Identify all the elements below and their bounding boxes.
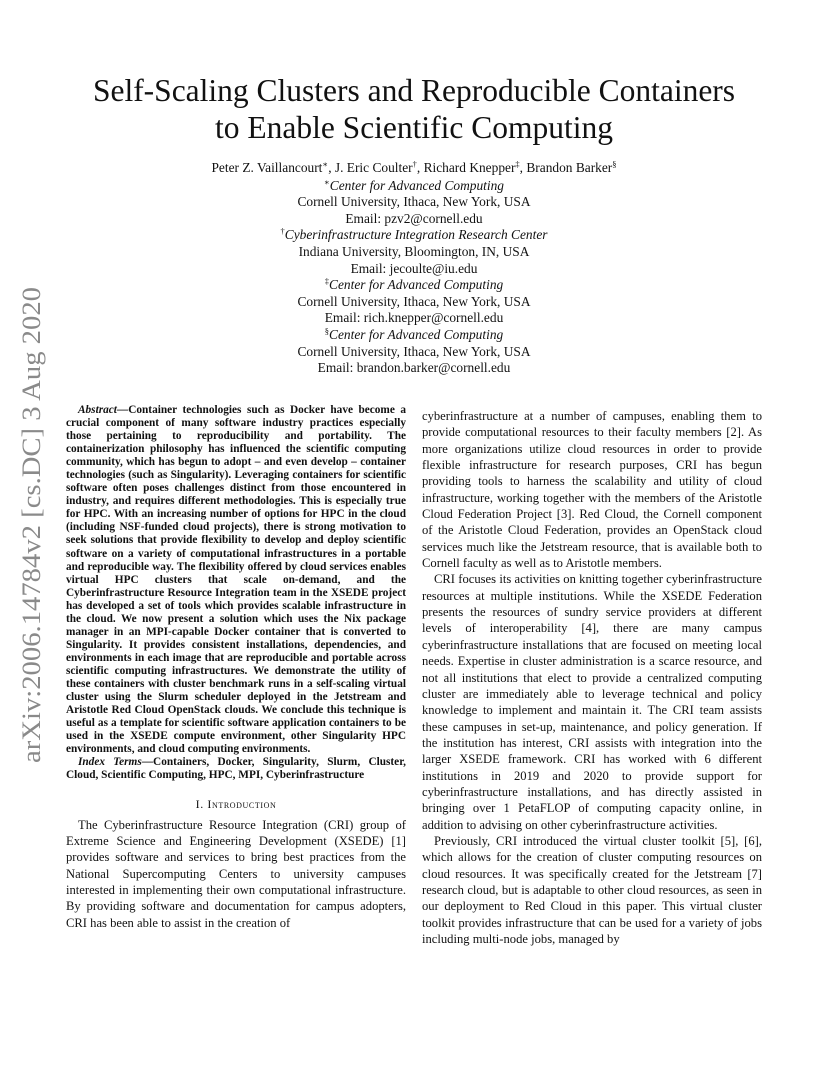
title-line-1: Self-Scaling Clusters and Reproducible Containers (92, 73, 736, 108)
index-terms-label: Index Terms (78, 756, 142, 769)
affiliation-mark: ‡ (324, 276, 330, 287)
body-paragraph: cyberinfrastructure at a number of campuses, enabling them to provide computational resources to their faculty members [2]. As more organizations utilize cloud resources in order to provide flexible infrastructure for research purposes, CRI has begun providing tools to harness the scalability and utility of cloud infrastructure, working together with the members of the Aristotle Cloud Federation Project [3]. Red Cloud, the Cornell component of the Aristotle Cloud Federation, provides an OpenStack cloud services much like the Jetstream resource, that is available both to Cornell faculty as well as to Aristotle members. (422, 409, 762, 571)
affiliation-mark: § (324, 325, 330, 336)
abstract (66, 404, 406, 756)
paper-title (60, 72, 768, 146)
affiliation-center (60, 327, 768, 344)
affiliation-email: Email: rich.knepper@cornell.edu (324, 310, 504, 326)
affiliation-center-name: Center for Advanced Computing (329, 326, 504, 342)
author-name: Brandon Barker (526, 160, 613, 175)
author-block (60, 160, 768, 377)
body-paragraph: CRI focuses its activities on knitting together cyberinfrastructure resources at multiple institutions. While the XSEDE Federation presents the resources of sundry service providers at different levels of interoperability [4], there are many campus cyberinfrastructure installations that are focused on meeting local needs. Expertise in cluster administration is a scarce resource, and not all institutions that elect to provide a centralized computing cluster are immediately able to leverage technical and policy knowledge to implement and maintain it. The CRI team assists these campuses in set-up, maintenance, and policy generation. If the institution has interest, CRI assists with integration into the larger XSEDE framework. CRI has worked with 6 different institutions in 2019 and 2020 to provide support for cyberinfrastructure installations, and has directly assisted in bringing over 1 PetaFLOP of computing capacity online, in addition to advising on other cyberinfrastructure activities. (422, 572, 762, 832)
left-column (66, 404, 406, 931)
affiliation-center (60, 227, 768, 244)
author-mark: ‡ (515, 159, 520, 169)
affiliation-address: Cornell University, Ithaca, New York, USA (297, 293, 531, 309)
author-mark: § (612, 159, 617, 169)
affiliation-mark: ∗ (324, 176, 330, 187)
affiliation-center-name: Cyberinfrastructure Integration Research Center (284, 227, 548, 243)
abstract-label: Abstract (78, 404, 117, 416)
body-paragraph: Previously, CRI introduced the virtual cluster toolkit [5], [6], which allows for the creation of cluster computing resources on cloud resources. It was specifically created for the Jetstream [7] research cloud, but is adaptable to other cloud resources, as seen in our deployment to Red Cloud in this paper. This virtual cluster toolkit provides infrastructure that can be used for a variety of jobs including multi-node jobs, managed by (422, 833, 762, 946)
affiliation-center-name: Center for Advanced Computing (329, 277, 504, 293)
affiliation-address: Cornell University, Ithaca, New York, USA (297, 343, 531, 359)
arxiv-identifier-text: arXiv:2006.14784v2 [cs.DC] 3 Aug 2020 (17, 331, 46, 763)
author-name: J. Eric Coulter (334, 160, 413, 175)
author-mark: ∗ (322, 159, 329, 169)
affiliation-center (60, 178, 768, 195)
affiliation-address: Indiana University, Bloomington, IN, USA (298, 243, 530, 259)
index-terms-text: —Containers, Docker, Singularity, Slurm, Cluster, Cloud, Scientific Computing, HPC, MPI, Cyberinfrastructure (66, 756, 406, 782)
right-column (422, 408, 762, 947)
affiliation-email: Email: jecoulte@iu.edu (350, 260, 478, 276)
affiliation-address: Cornell University, Ithaca, New York, USA (297, 194, 531, 210)
affiliation-center-name: Center for Advanced Computing (329, 177, 504, 193)
section-heading: I. Introduction (195, 797, 277, 812)
author-names-line: Peter Z. Vaillancourt∗, J. Eric Coulter†, Richard Knepper‡, Brandon Barker§ (211, 159, 617, 175)
author-name: Peter Z. Vaillancourt (211, 160, 323, 175)
intro-paragraph: The Cyberinfrastructure Resource Integration (CRI) group of Extreme Science and Engineering Development (XSEDE) [1] provides software and services to bring best practices from the National Supercomputing Centers to university campuses interested in implementing their own computational infrastructure. By providing software and documentation for campus adopters, CRI has been able to assist in the creation of (66, 817, 406, 930)
index-terms (66, 756, 406, 782)
abstract-text: —Container technologies such as Docker have become a crucial component of many software industry practices especially those pertaining to reproducibility and portability. The containerization philosophy has influenced the scientific computing community, which has begun to adopt – and even develop – container technologies (such as Singularity). Leveraging containers for scientific software often poses challenges distinct from those encountered in industry, and requires different methodologies. This is especially true for HPC. With an increasing number of options for HPC in the cloud (including NSF-funded cloud projects), there is strong motivation to seek solutions that provide flexibility to develop and deploy scientific software on a variety of computational infrastructures in a portable and reproducible way. The flexibility offered by cloud services enables virtual HPC clusters that scale on-demand, and the Cyberinfrastructure Resource Integration team in the XSEDE project has developed a set of tools which provides scalable infrastructure in the cloud. We now present a solution which uses the Nix package manager in an MPI-capable Docker container that is converted to Singularity. It provides consistent installations, dependencies, and environments in each image that are reproducible and portable across scientific computing infrastructures. We demonstrate the utility of these containers with cluster benchmark runs in a self-scaling virtual cluster using the Slurm scheduler deployed in the Jetstream and Aristotle Red Cloud OpenStack clouds. We conclude this technique is useful as a template for scientific software application containers to be used in the XSEDE compute environment, other Singularity HPC environments, and cloud computing environments. (66, 404, 406, 756)
affiliation-email: Email: pzv2@cornell.edu (345, 210, 483, 226)
author-name: Richard Knepper (423, 160, 516, 175)
arxiv-side-stamp (16, 285, 46, 765)
affiliation-email: Email: brandon.barker@cornell.edu (317, 360, 511, 376)
title-line-2: to Enable Scientific Computing (214, 110, 614, 145)
affiliation-mark: † (280, 226, 285, 237)
author-mark: † (412, 159, 417, 169)
affiliation-center (60, 277, 768, 294)
